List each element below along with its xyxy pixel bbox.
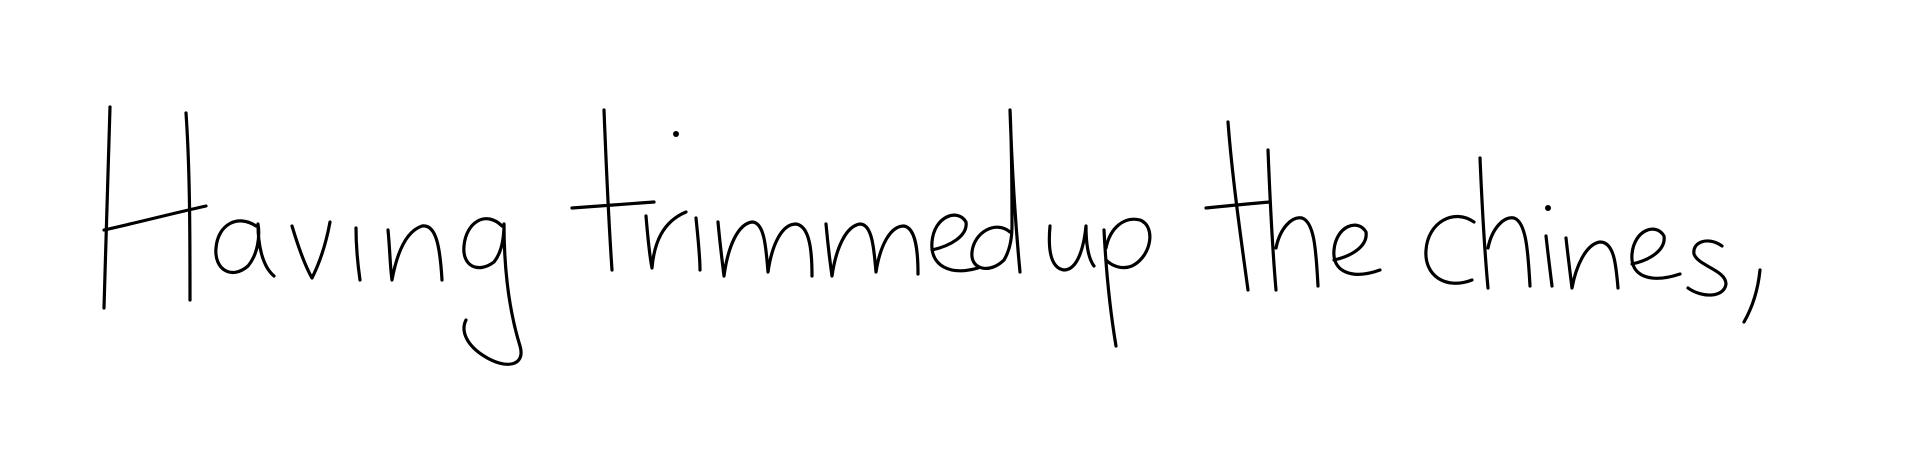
word-the [1206,122,1380,290]
word-up [1049,219,1150,346]
word-trimmed [572,110,1020,276]
word-chines [1426,158,1760,322]
word-having [104,107,521,364]
i-dot [1545,205,1551,211]
i-dot [673,131,679,137]
